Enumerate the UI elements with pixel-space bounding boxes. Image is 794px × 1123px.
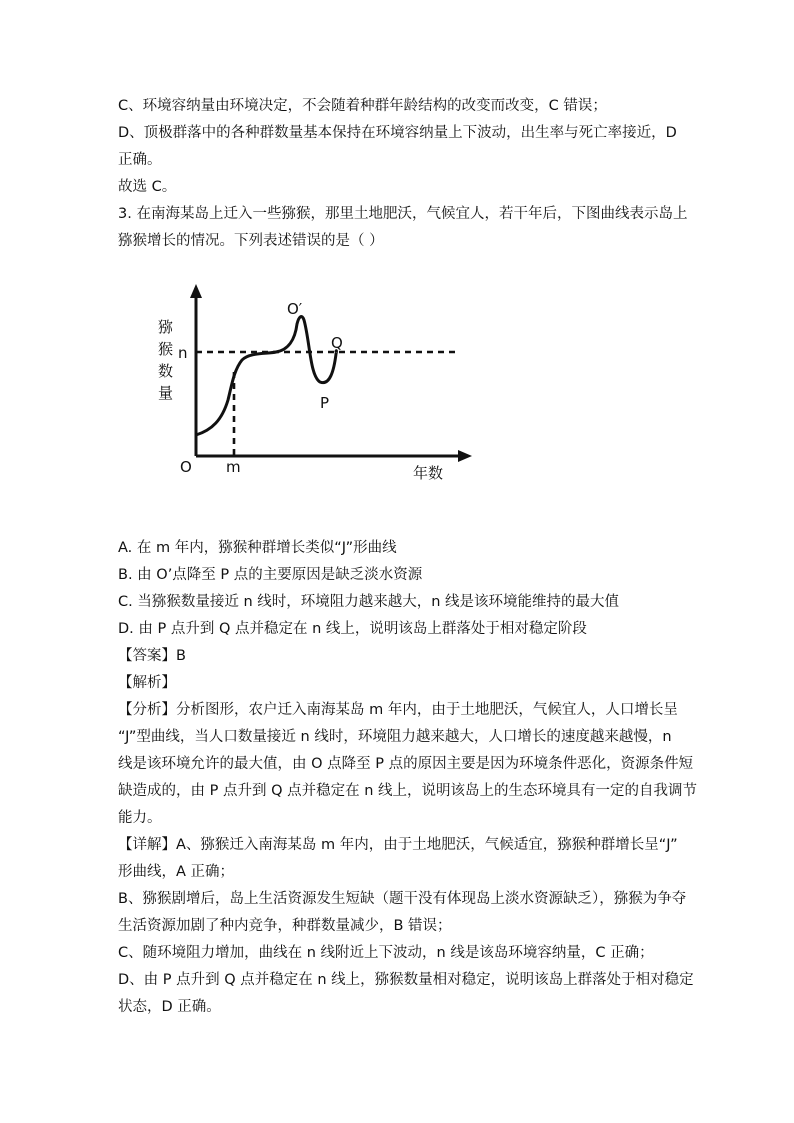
y-axis-arrow bbox=[190, 284, 202, 298]
y-label-char-3: 数 bbox=[158, 362, 174, 380]
x-axis-arrow bbox=[458, 450, 472, 462]
analysis-line-3: 线是该环境允许的最大值，由 O 点降至 P 点的原因主要是因为环境条件恶化，资源条件短 bbox=[118, 756, 694, 772]
detail-line-3: B、猕猴剧增后，岛上生活资源发生短缺（题干没有体现岛上淡水资源缺乏），猕猴为争夺 bbox=[118, 891, 687, 907]
n-label: n bbox=[178, 344, 188, 362]
analysis-line-1: 【分析】分析图形，农户迁入南海某岛 m 年内，由于土地肥沃，气候宜人，人口增长呈 bbox=[118, 702, 678, 718]
analysis-line-2: “J”型曲线，当人口数量接近 n 线时，环境阻力越来越大，人口增长的速度越来越慢，n bbox=[118, 729, 672, 745]
origin-label: O bbox=[180, 458, 192, 476]
question-stem-1: 3. 在南海某岛上迁入一些猕猴，那里土地肥沃，气候宜人，若干年后，下图曲线表示岛上 bbox=[118, 206, 688, 222]
answer-line: 【答案】B bbox=[118, 648, 186, 664]
population-curve-figure bbox=[150, 280, 490, 510]
x-axis-label: 年数 bbox=[413, 464, 444, 482]
prev-option-d-text-2: 正确。 bbox=[118, 152, 162, 168]
prev-answer-text: 故选 C。 bbox=[118, 179, 177, 195]
p-label: P bbox=[320, 394, 330, 412]
analysis-title: 【解析】 bbox=[118, 675, 176, 691]
y-label-char-2: 猴 bbox=[158, 340, 174, 358]
option-c: C. 当猕猴数量接近 n 线时，环境阻力越来越大，n 线是该环境能维持的最大值 bbox=[118, 594, 620, 610]
analysis-line-4: 缺造成的，由 P 点升到 Q 点并稳定在 n 线上，说明该岛上的生态环境具有一定的自我调节 bbox=[118, 783, 697, 799]
y-axis-label bbox=[158, 318, 173, 402]
option-b: B. 由 O’点降至 P 点的主要原因是缺乏淡水资源 bbox=[118, 567, 423, 583]
detail-line-6: D、由 P 点升到 Q 点并稳定在 n 线上，猕猴数量相对稳定，说明该岛上群落处于相对稳定 bbox=[118, 972, 694, 988]
detail-line-4: 生活资源加剧了种内竞争，种群数量减少，B 错误； bbox=[118, 918, 452, 934]
analysis-line-5: 能力。 bbox=[118, 810, 162, 826]
prev-option-d-text-1: D、顶极群落中的各种群数量基本保持在环境容纳量上下波动，出生率与死亡率接近，D bbox=[118, 125, 677, 141]
y-label-char-1: 猕 bbox=[158, 318, 174, 336]
question-stem-2: 猕猴增长的情况。下列表述错误的是（ ） bbox=[118, 233, 384, 249]
population-curve bbox=[196, 317, 336, 435]
detail-line-7: 状态，D 正确。 bbox=[118, 999, 221, 1015]
y-label-char-4: 量 bbox=[158, 384, 174, 402]
detail-line-5: C、随环境阻力增加，曲线在 n 线附近上下波动，n 线是该岛环境容纳量，C 正确； bbox=[118, 945, 654, 961]
prev-option-c-text: C、环境容纳量由环境决定，不会随着种群年龄结构的改变而改变，C 错误； bbox=[118, 98, 607, 114]
detail-line-2: 形曲线，A 正确； bbox=[118, 864, 235, 880]
option-d: D. 由 P 点升到 Q 点并稳定在 n 线上，说明该岛上群落处于相对稳定阶段 bbox=[118, 621, 587, 637]
option-a: A. 在 m 年内，猕猴种群增长类似“J”形曲线 bbox=[118, 540, 397, 556]
m-label: m bbox=[226, 458, 241, 476]
detail-line-1: 【详解】A、猕猴迁入南海某岛 m 年内，由于土地肥沃，气候适宜，猕猴种群增长呈“J” bbox=[118, 837, 678, 853]
o-prime-label: O′ bbox=[287, 300, 303, 318]
q-label: Q bbox=[331, 334, 343, 352]
